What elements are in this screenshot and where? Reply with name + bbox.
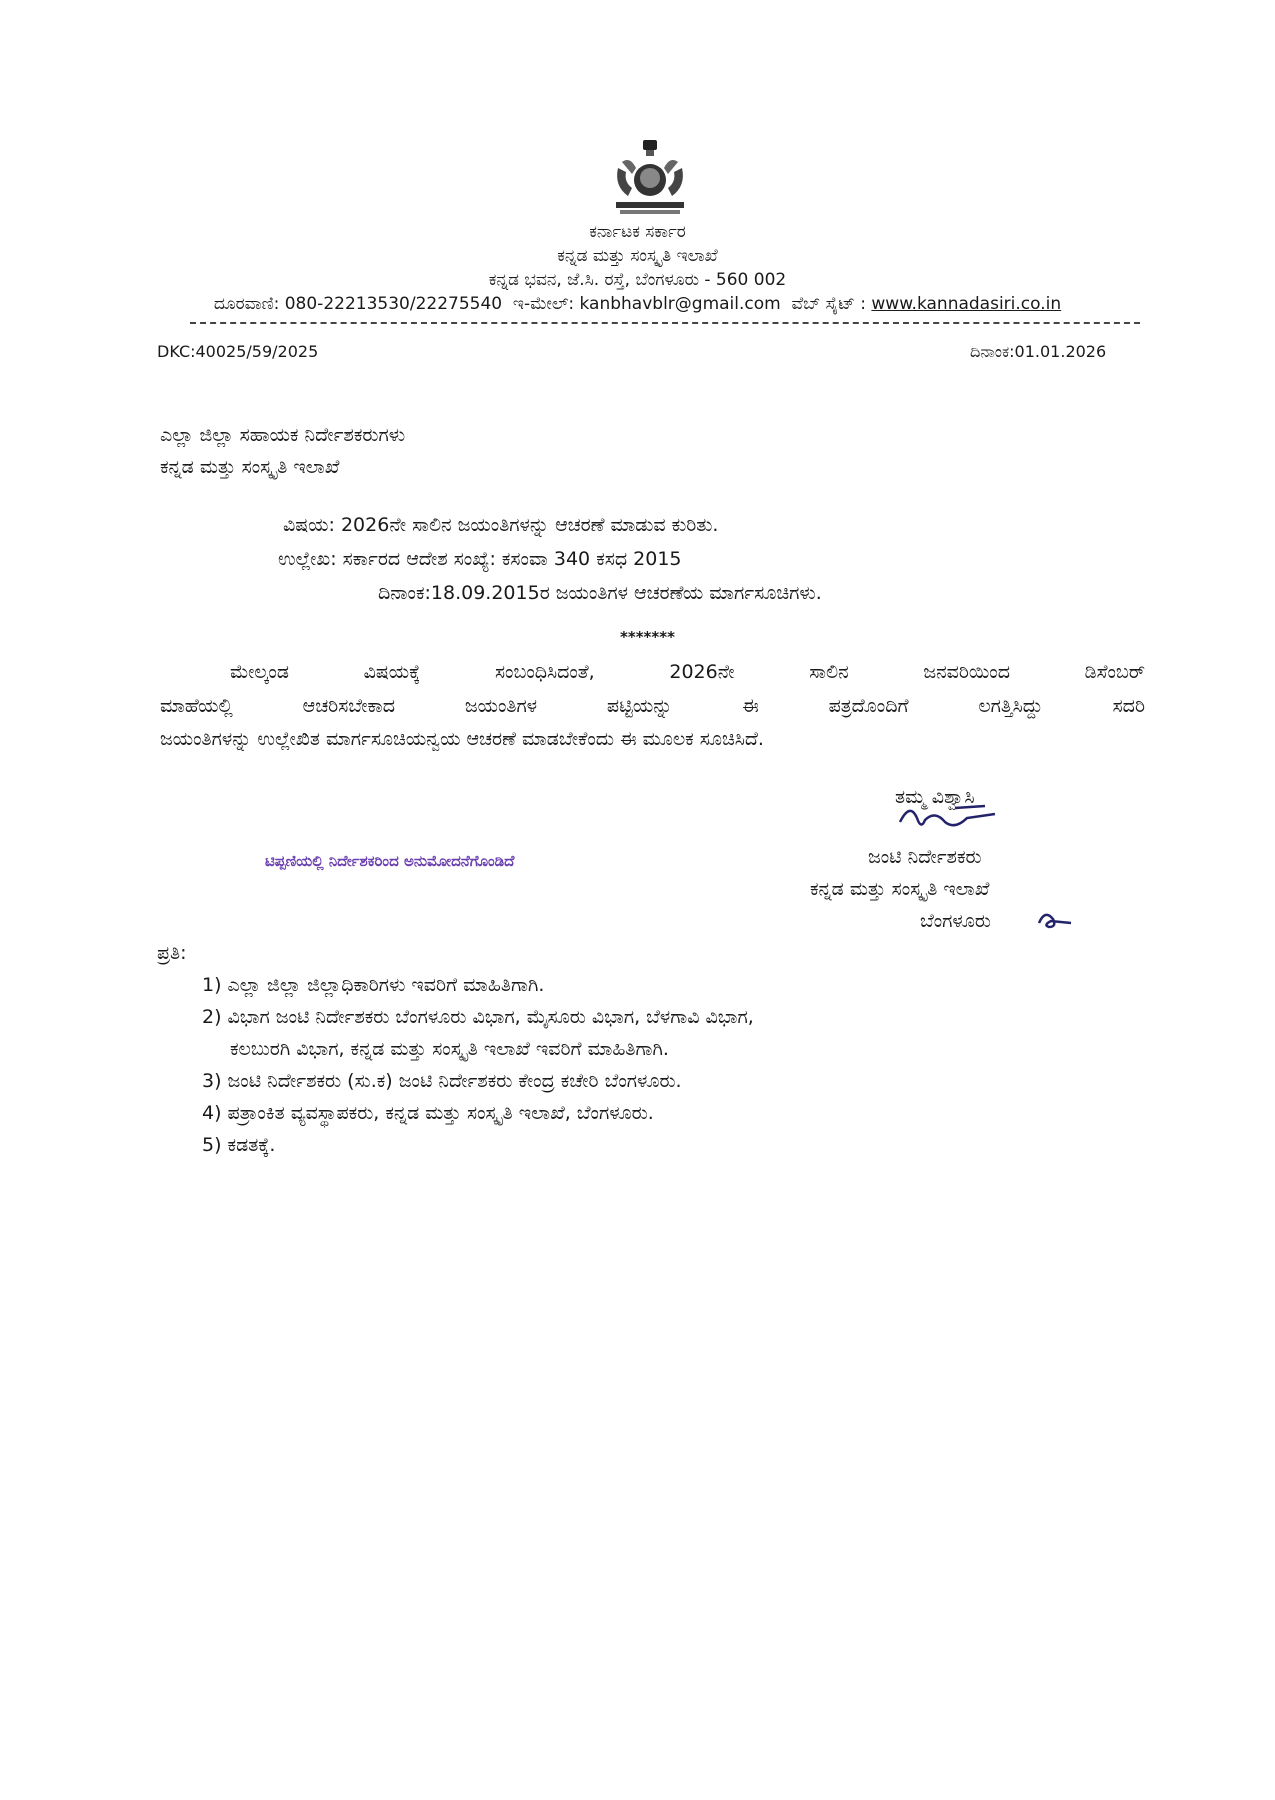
website-label: ವೆಬ್ ಸೈಟ್ : bbox=[791, 294, 866, 314]
signature-scribble bbox=[895, 800, 1015, 840]
addressee-line-2: ಕನ್ನಡ ಮತ್ತು ಸಂಸ್ಕೃತಿ ಇಲಾಖೆ bbox=[160, 456, 340, 478]
separator-stars: ******* bbox=[620, 628, 675, 646]
signature-place: ಬೆಂಗಳೂರು bbox=[920, 910, 991, 932]
reference-line-2: ದಿನಾಂಕ:18.09.2015ರ ಜಯಂತಿಗಳ ಆಚರಣೆಯ ಮಾರ್ಗಸೂಚಿಗಳು. bbox=[378, 582, 822, 604]
state-emblem-icon bbox=[610, 138, 690, 220]
body-line-3: ಜಯಂತಿಗಳನ್ನು ಉಲ್ಲೇಖಿತ ಮಾರ್ಗಸೂಚಿಯನ್ವಯ ಆಚರಣೆ ಮಾಡಬೇಕೆಂದು ಈ ಮೂಲಕ ಸೂಚಿಸಿದೆ. bbox=[160, 728, 764, 750]
office-address: ಕನ್ನಡ ಭವನ, ಜೆ.ಸಿ. ರಸ್ತೆ, ಬೆಂಗಳೂರು - 560 002 bbox=[488, 270, 787, 290]
addressee-line-1: ಎಲ್ಲಾ ಜಿಲ್ಲಾ ಸಹಾಯಕ ನಿರ್ದೇಶಕರುಗಳು bbox=[160, 424, 406, 446]
approval-stamp: ಟಿಪ್ಪಣಿಯಲ್ಲಿ ನಿರ್ದೇಶಕರಿಂದ ಅನುಮೋದನೆಗೊಂಡಿದೆ bbox=[265, 852, 515, 870]
copy-to-item-continued: ಕಲಬುರಗಿ ವಿಭಾಗ, ಕನ್ನಡ ಮತ್ತು ಸಂಸ್ಕೃತಿ ಇಲಾಖೆ ಇವರಿಗೆ ಮಾಹಿತಿಗಾಗಿ. bbox=[230, 1038, 669, 1060]
reference-number: DKC:40025/59/2025 bbox=[157, 342, 319, 361]
website-link[interactable]: www.kannadasiri.co.in bbox=[871, 294, 1062, 314]
phone: ದೂರವಾಣಿ: 080-22213530/22275540 bbox=[213, 294, 503, 314]
government-name: ಕರ್ನಾಟಕ ಸರ್ಕಾರ bbox=[589, 222, 686, 242]
department-name: ಕನ್ನಡ ಮತ್ತು ಸಂಸ್ಕೃತಿ ಇಲಾಖೆ bbox=[557, 246, 718, 266]
subject-line: ವಿಷಯ: 2026ನೇ ಸಾಲಿನ ಜಯಂತಿಗಳನ್ನು ಆಚರಣೆ ಮಾಡುವ ಕುರಿತು. bbox=[283, 514, 719, 536]
signature-designation: ಜಂಟಿ ನಿರ್ದೇಶಕರು bbox=[868, 846, 982, 868]
letter-date: ದಿನಾಂಕ:01.01.2026 bbox=[970, 342, 1107, 361]
copy-to-item: 3) ಜಂಟಿ ನಿರ್ದೇಶಕರು (ಸು.ಕ) ಜಂಟಿ ನಿರ್ದೇಶಕರು ಕೇಂದ್ರ ಕಚೇರಿ ಬೆಂಗಳೂರು. bbox=[202, 1070, 682, 1092]
copy-to-item: 1) ಎಲ್ಲಾ ಜಿಲ್ಲಾ ಜಿಲ್ಲಾಧಿಕಾರಿಗಳು ಇವರಿಗೆ ಮಾಹಿತಿಗಾಗಿ. bbox=[202, 974, 545, 996]
copy-to-item: 4) ಪತ್ರಾಂಕಿತ ವ್ಯವಸ್ಥಾಪಕರು, ಕನ್ನಡ ಮತ್ತು ಸಂಸ್ಕೃತಿ ಇಲಾಖೆ, ಬೆಂಗಳೂರು. bbox=[202, 1102, 654, 1124]
reference-line-1: ಉಲ್ಲೇಖ: ಸರ್ಕಾರದ ಆದೇಶ ಸಂಖ್ಯೆ: ಕಸಂವಾ 340 ಕಸಧ 2015 bbox=[278, 548, 682, 570]
initials-scribble bbox=[1035, 905, 1075, 935]
contact-line bbox=[0, 294, 1275, 314]
signature-department: ಕನ್ನಡ ಮತ್ತು ಸಂಸ್ಕೃತಿ ಇಲಾಖೆ bbox=[810, 878, 990, 900]
copy-to-item: 5) ಕಡತಕ್ಕೆ. bbox=[202, 1134, 276, 1156]
body-line-2: ಮಾಹೆಯಲ್ಲಿ ಆಚರಿಸಬೇಕಾದ ಜಯಂತಿಗಳ ಪಟ್ಟಿಯನ್ನು ಈ ಪತ್ರದೊಂದಿಗೆ ಲಗತ್ತಿಸಿದ್ದು ಸದರಿ bbox=[160, 695, 1145, 717]
body-line-1: ಮೇಲ್ಕಂಡ ವಿಷಯಕ್ಕೆ ಸಂಬಂಧಿಸಿದಂತೆ, 2026ನೇ ಸಾಲಿನ ಜನವರಿಯಿಂದ ಡಿಸೆಂಬರ್ bbox=[230, 661, 1145, 683]
copy-to-label: ಪ್ರತಿ: bbox=[157, 942, 187, 964]
signature-closing: ತಮ್ಮ ವಿಶ್ವಾಸಿ bbox=[895, 786, 975, 808]
copy-to-item: 2) ವಿಭಾಗ ಜಂಟಿ ನಿರ್ದೇಶಕರು ಬೆಂಗಳೂರು ವಿಭಾಗ, ಮೈಸೂರು ವಿಭಾಗ, ಬೆಳಗಾವಿ ವಿಭಾಗ, bbox=[202, 1006, 754, 1028]
email: ಇ-ಮೇಲ್: kanbhavblr@gmail.com bbox=[512, 294, 781, 314]
header-divider bbox=[190, 322, 1140, 324]
